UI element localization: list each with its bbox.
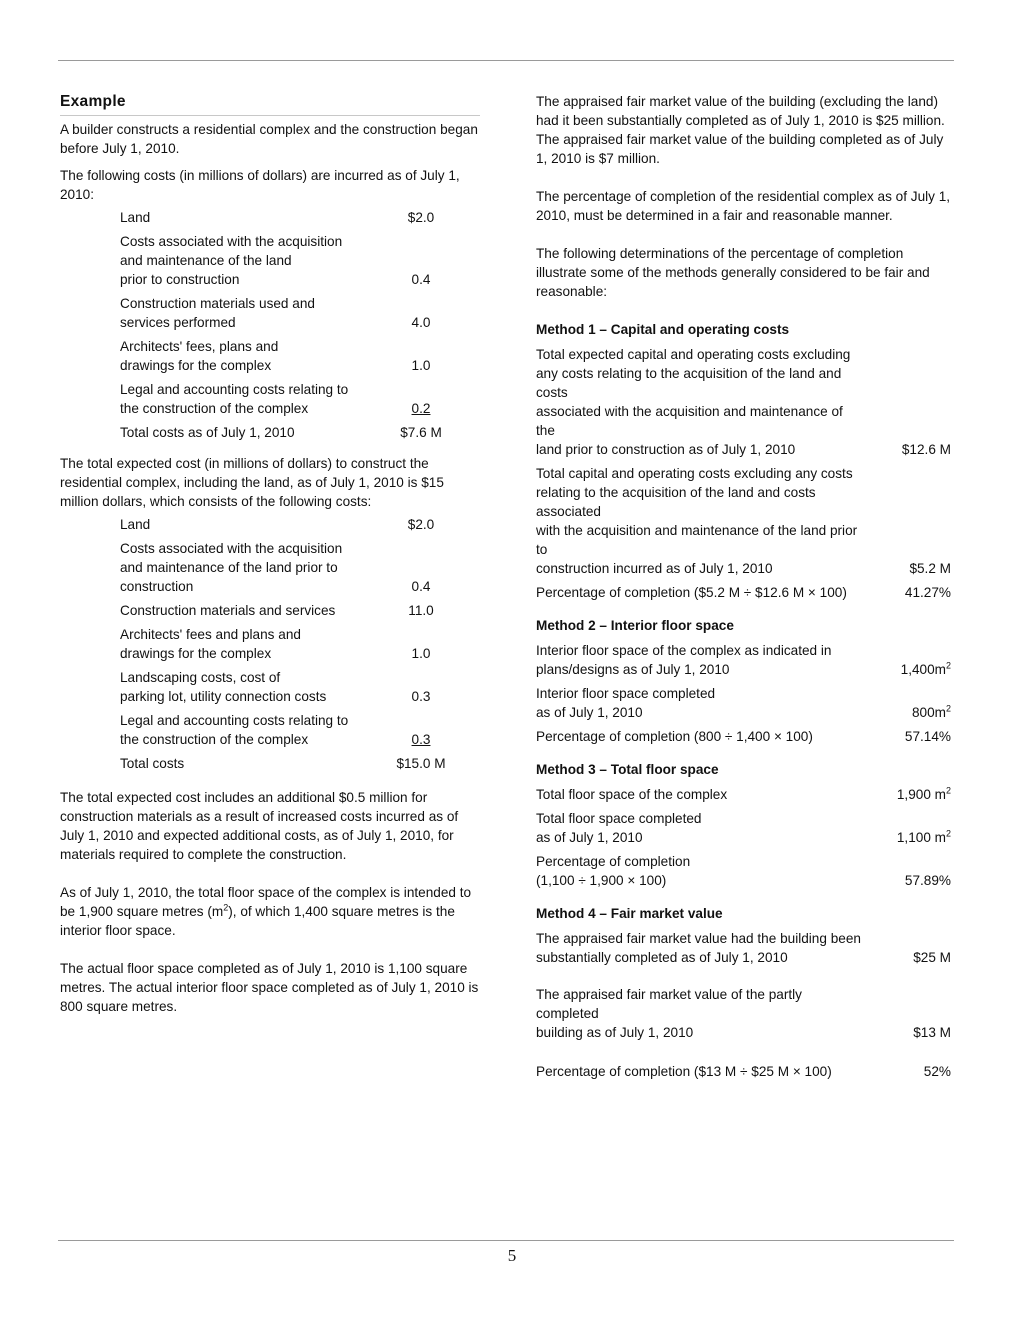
header-rule bbox=[58, 60, 954, 61]
actual-floor-paragraph: The actual floor space completed as of July 1, 2010 is 1,100 square metres. The actual interior floor space completed as of July 1, 2010 is 800 square metres. bbox=[60, 961, 479, 1014]
cost-label: Architects' fees, plans and drawings for the complex bbox=[120, 339, 279, 373]
method-title: Method 1 – Capital and operating costs bbox=[536, 322, 790, 337]
superscript: 2 bbox=[223, 902, 229, 913]
cost-value-cell bbox=[390, 730, 452, 749]
cost-value-cell bbox=[390, 399, 452, 418]
method-value: $13 M bbox=[913, 1025, 951, 1040]
table-row bbox=[120, 515, 480, 534]
method-value: $25 M bbox=[913, 950, 951, 965]
method-label: Percentage of completion ($5.2 M ÷ $12.6 M × 100) bbox=[536, 585, 847, 600]
table-row bbox=[120, 294, 480, 332]
cost-label: Construction materials used and services performed bbox=[120, 296, 315, 330]
superscript: 2 bbox=[945, 660, 951, 671]
expected-costs-table bbox=[120, 515, 480, 773]
method-value: $12.6 M bbox=[901, 442, 951, 457]
table-row bbox=[536, 785, 951, 804]
floor-space-paragraph bbox=[60, 883, 480, 940]
floor-space-text-b: ), of which 1,400 square metres is the interior floor space. bbox=[60, 904, 455, 938]
method-value: 1,100 m bbox=[896, 830, 946, 845]
cost-label: Land bbox=[120, 517, 151, 532]
cost-label: Costs associated with the acquisition and maintenance of the land prior to construction bbox=[120, 234, 343, 287]
method-label: Total expected capital and operating costs excluding any costs relating to the acquisition of the land and costs associated with the acquisition and maintenance of the land prior to construction as of July 1, 2010 bbox=[536, 347, 851, 457]
table-row bbox=[120, 539, 480, 596]
cost-label: Total costs as of July 1, 2010 bbox=[120, 425, 295, 440]
method-title: Method 4 – Fair market value bbox=[536, 906, 723, 921]
cost-value: 0.3 bbox=[411, 732, 431, 747]
table-row bbox=[120, 668, 480, 706]
method-3 bbox=[536, 760, 951, 890]
left-column bbox=[60, 92, 480, 1016]
table-row bbox=[536, 1062, 951, 1081]
cost-value: $2.0 bbox=[407, 517, 435, 532]
method-label: Percentage of completion (1,100 ÷ 1,900 × 100) bbox=[536, 854, 691, 888]
table-row bbox=[120, 380, 480, 418]
cost-value: 0.3 bbox=[411, 689, 431, 704]
table-row bbox=[536, 583, 951, 602]
footer-rule bbox=[58, 1240, 954, 1241]
method-value: 52% bbox=[923, 1064, 951, 1079]
method-title: Method 3 – Total floor space bbox=[536, 762, 719, 777]
method-value: 1,400m bbox=[900, 662, 946, 677]
method-label: Interior floor space of the complex as indicated in plans/designs as of July 1, 2010 bbox=[536, 643, 832, 677]
method-4 bbox=[536, 904, 951, 1081]
table-row bbox=[536, 727, 951, 746]
superscript: 2 bbox=[945, 828, 951, 839]
method-value: 1,900 m bbox=[896, 787, 946, 802]
expected-cost-intro: The total expected cost (in millions of dollars) to construct the residential complex, including the land, as of July 1, 2010 is $15 million dollars, which consists of the following costs: bbox=[60, 456, 444, 509]
method-value: 41.27% bbox=[904, 585, 951, 600]
method-label: Total floor space of the complex bbox=[536, 787, 728, 802]
cost-value: 11.0 bbox=[408, 603, 434, 618]
cost-value: 4.0 bbox=[411, 315, 431, 330]
cost-value: 0.4 bbox=[411, 272, 431, 287]
method-value-cell bbox=[861, 828, 951, 847]
page-number: 5 bbox=[507, 1246, 517, 1265]
completion-paragraph: The percentage of completion of the residential complex as of July 1, 2010, must be determined in a fair and reasonable manner. bbox=[536, 189, 951, 223]
cost-label: Construction materials and services bbox=[120, 603, 336, 618]
table-row bbox=[536, 985, 951, 1042]
incurred-costs-table bbox=[120, 208, 480, 442]
cost-label: Legal and accounting costs relating to the construction of the complex bbox=[120, 382, 349, 416]
cost-value: 0.2 bbox=[411, 401, 431, 416]
table-row bbox=[120, 232, 480, 289]
table-row bbox=[536, 929, 951, 967]
methods-intro: The following determinations of the percentage of completion illustrate some of the methods generally considered to be fair and reasonable: bbox=[536, 246, 930, 299]
table-row bbox=[120, 711, 480, 749]
cost-label: Legal and accounting costs relating to the construction of the complex bbox=[120, 713, 349, 747]
section-heading: Example bbox=[60, 92, 480, 116]
table-row bbox=[120, 601, 480, 620]
table-row-total bbox=[120, 754, 480, 773]
table-row bbox=[536, 464, 951, 578]
right-column bbox=[536, 92, 951, 1086]
table-row bbox=[536, 641, 951, 679]
table-row bbox=[120, 208, 480, 227]
method-value: $5.2 M bbox=[909, 561, 951, 576]
method-1 bbox=[536, 320, 951, 602]
intro-paragraph: A builder constructs a residential complex and the construction began before July 1, 2010. bbox=[60, 122, 478, 156]
table-row bbox=[536, 684, 951, 722]
method-value-cell bbox=[861, 703, 951, 722]
cost-value: 1.0 bbox=[411, 358, 431, 373]
table-row bbox=[536, 345, 951, 459]
method-label: Total capital and operating costs excluding any costs relating to the acquisition of the land and costs associated with the acquisition and maintenance of the land prior to construction incurred as of July 1, 2010 bbox=[536, 466, 858, 576]
method-2 bbox=[536, 616, 951, 746]
table-row bbox=[536, 852, 951, 890]
additional-cost-paragraph: The total expected cost includes an additional $0.5 million for construction materials as a result of increased costs incurred as of July 1, 2010 and expected additional costs, as of July 1, 2010, for materials required to complete the construction. bbox=[60, 790, 459, 862]
superscript: 2 bbox=[945, 785, 951, 796]
cost-value: $7.6 M bbox=[400, 425, 442, 440]
table-row bbox=[120, 625, 480, 663]
method-label: Percentage of completion ($13 M ÷ $25 M × 100) bbox=[536, 1064, 832, 1079]
fmv-paragraph: The appraised fair market value of the building (excluding the land) had it been substantially completed as of July 1, 2010 is $25 million. The appraised fair market value of the building completed as of July 1, 2010 is $7 million. bbox=[536, 94, 945, 166]
method-label: The appraised fair market value of the partly completed building as of July 1, 2010 bbox=[536, 987, 802, 1040]
cost-label: Total costs bbox=[120, 756, 185, 771]
method-label: The appraised fair market value had the building been substantially completed as of July 1, 2010 bbox=[536, 931, 861, 965]
superscript: 2 bbox=[945, 703, 951, 714]
table-row-total bbox=[120, 423, 480, 442]
method-value: 57.14% bbox=[904, 729, 951, 744]
cost-value: $2.0 bbox=[407, 210, 435, 225]
cost-label: Land bbox=[120, 210, 151, 225]
method-label: Interior floor space completed as of July 1, 2010 bbox=[536, 686, 716, 720]
table-row bbox=[536, 809, 951, 847]
cost-label: Costs associated with the acquisition and maintenance of the land prior to construction bbox=[120, 541, 343, 594]
cost-label: Landscaping costs, cost of parking lot, utility connection costs bbox=[120, 670, 327, 704]
method-value-cell bbox=[861, 785, 951, 804]
method-title: Method 2 – Interior floor space bbox=[536, 618, 734, 633]
cost-value: 1.0 bbox=[411, 646, 431, 661]
method-label: Percentage of completion (800 ÷ 1,400 × 100) bbox=[536, 729, 813, 744]
floor-space-text-a: As of July 1, 2010, the total floor space of the complex is intended to be 1,900 square metres (m bbox=[60, 885, 472, 919]
method-value: 57.89% bbox=[904, 873, 951, 888]
method-value-cell bbox=[861, 660, 951, 679]
costs-intro: The following costs (in millions of dollars) are incurred as of July 1, 2010: bbox=[60, 168, 460, 202]
method-value: 800m bbox=[911, 705, 946, 720]
cost-value: $15.0 M bbox=[396, 756, 446, 771]
cost-value: 0.4 bbox=[411, 579, 431, 594]
method-label: Total floor space completed as of July 1, 2010 bbox=[536, 811, 702, 845]
cost-label: Architects' fees and plans and drawings for the complex bbox=[120, 627, 301, 661]
table-row bbox=[120, 337, 480, 375]
